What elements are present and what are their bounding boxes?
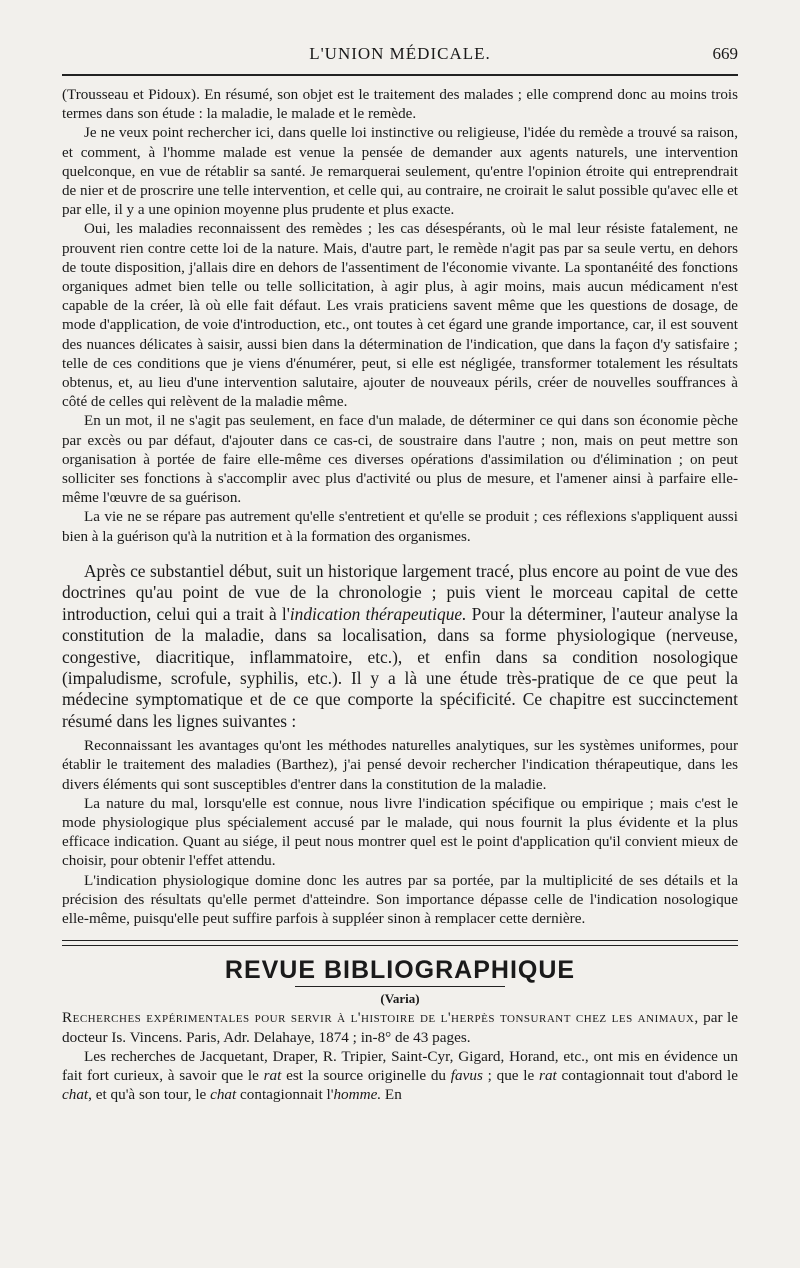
italic-word: homme. <box>333 1086 382 1104</box>
paragraph: La vie ne se répare pas autrement qu'elle s'entretient et qu'elle se produit ; ces réflexions s'appliquent aussi bien à la guérison qu'à la nutrition et à la formation des organismes. <box>62 509 738 545</box>
review-text-rest: Pour la déterminer, l'auteur analyse la constitution de la maladie, dans sa localisation, dans sa forme physiologique (nerveuse, congestive, diacritique, inflammatoire, etc.), et enfin dans sa condition nosologique (impaludisme, scrofule, syphilis, etc.). Il y a là une étude très-pratique de ce que peut la médecine symptomatique et de ce que comporte la spécificité. Ce chapitre est succinctement résumé dans les lignes suivantes : <box>62 603 738 731</box>
text: contagionnait tout d'abord le <box>556 1066 738 1084</box>
text: est la source originelle du <box>281 1066 451 1084</box>
bibliography-details: par le docteur Is. Vincens. Paris, Adr. Delahaye, 1874 ; in-8° de 43 pages. <box>62 1009 738 1046</box>
text: Les recherches de Jacquetant, Draper, R. Tripier, Saint-Cyr, Gigard, Horand, etc., ont mis en évidence un fait fort curieux, à savoir que le <box>62 1047 738 1084</box>
bibliography-paragraph <box>62 1047 738 1105</box>
running-header <box>62 44 738 72</box>
section-divider <box>62 940 738 941</box>
article-body <box>62 86 738 1104</box>
section-title: REVUE BIBLIOGRAPHIQUE <box>224 956 576 985</box>
italic-word: chat <box>62 1086 89 1104</box>
italic-word: favus <box>450 1066 483 1084</box>
quoted-paragraph: L'indication physiologique domine donc les autres par sa portée, par la multiplicité de ses détails et la précision des résultats qu'elle permet d'atteindre. Son importance dépasse celle de l'indication nosologique elle-même, puisqu'elle peut suffire parfois à suppléer sinon à remplacer cette dernière. <box>62 871 738 927</box>
italic-word: chat <box>210 1086 237 1104</box>
review-italic: indication thérapeutique. <box>289 603 467 624</box>
italic-word: rat <box>539 1066 557 1084</box>
quoted-paragraph: Reconnaissant les avantages qu'ont les méthodes naturelles analytiques, sur les systèmes uniformes, pour établir le traitement des maladies (Barthez), j'ai pensé devoir rechercher l'indication thérapeutique, dans les divers éléments qui sont susceptibles d'entrer dans la constitution de la maladie. <box>62 737 738 793</box>
text: contagionnait l' <box>236 1086 334 1104</box>
bibliography-heading: Recherches expérimentales pour servir à l'histoire de l'herpès tonsurant chez les animaux, <box>62 1009 699 1027</box>
paragraph: Je ne veux point rechercher ici, dans quelle loi instinctive ou religieuse, l'idée du remède a trouvé sa raison, et comment, à l'homme malade est venue la pensée de demander aux agents naturels, une intervention quelconque, en vue de rétablir sa santé. Je remarquerai seulement, qu'entre l'opinion étroite qui entreprendrait de nier et de proscrire une telle intervention, et celle qui, au contraire, ne croirait le salut possible qu'avec elle et par elle, il y a une opinion moyenne plus prudente et plus exacte. <box>62 125 738 219</box>
italic-word: rat <box>263 1066 282 1084</box>
paragraph: En un mot, il ne s'agit pas seulement, en face d'un malade, de déterminer ce qui dans son économie pèche par excès ou par défaut, d'ajouter dans ce cas-ci, de soustraire dans l'autre ; non, mais on peut mettre son organisation à portée de faire elle-même ces diverses opérations d'assimilation ou d'élimination ; on peut solliciter ses fonctions à s'accomplir avec plus d'activité ou plus de mesure, et l'amener ainsi à parfaire elle-même l'œuvre de sa guérison. <box>62 413 738 507</box>
text: En <box>381 1086 402 1104</box>
journal-title: L'UNION MÉDICALE. <box>309 44 491 63</box>
header-rule <box>62 74 738 76</box>
bibliography-entry <box>62 1008 738 1046</box>
review-text: Après ce substantiel début, suit un historique largement tracé, plus encore au point de vue des doctrines qu'au point de vue de la chronologie ; puis vient le morceau capital de cette introduction, celui qui a trait à l' <box>62 560 738 624</box>
review-paragraph <box>62 561 738 732</box>
text: ; que le <box>482 1066 540 1084</box>
page-number: 669 <box>712 44 738 63</box>
quoted-paragraph: La nature du mal, lorsqu'elle est connue, nous livre l'indication spécifique ou empirique ; mais c'est le mode physiologique plus spécialement accusé par le malade, qui nous fournit la plus évidente et la plus efficace indication. Quant au siége, il peut nous montrer quel est le point d'application qu'il convient mieux de choisir, pour obtenir l'effet attendu. <box>62 794 738 870</box>
section-title-rule <box>295 986 505 987</box>
section-divider <box>62 945 738 946</box>
section-subtitle: (Varia) <box>380 991 420 1007</box>
paragraph: Oui, les maladies reconnaissent des remèdes ; les cas désespérants, où le mal leur résiste fatalement, ne prouvent rien contre cette loi de la nature. Mais, d'autre part, le remède n'agit pas par sa seule vertu, en dehors de toute disposition, j'allais dire en dehors de l'assentiment de l'économie vivante. La spontanéité des fonctions organiques admet bien telle ou telle sollicitation, à agir plus, à agir moins, mais aucun médicament n'est capable de la créer, là où elle fait défaut. Les vrais praticiens savent même que les questions de dosage, de mode d'application, de voie d'introduction, etc., ont toutes à cet égard une grande importance, car, il est souvent des nuances délicates à saisir, aussi bien dans la détermination de l'indication, que dans la façon d'y satisfaire ; telle de ces conditions que je viens d'énumérer, peut, si elle est négligée, transformer totalement les résultats obtenus, et, au lieu d'une intervention salutaire, ajouter de nouveaux périls, créer de nouvelles souffrances à côté de celles qui relèvent de la maladie même. <box>62 221 738 411</box>
text: , et qu'à son tour, le <box>88 1086 211 1104</box>
paragraph: (Trousseau et Pidoux). En résumé, son objet est le traitement des malades ; elle comprend donc au moins trois termes dans son étude : la maladie, le malade et le remède. <box>62 87 738 123</box>
